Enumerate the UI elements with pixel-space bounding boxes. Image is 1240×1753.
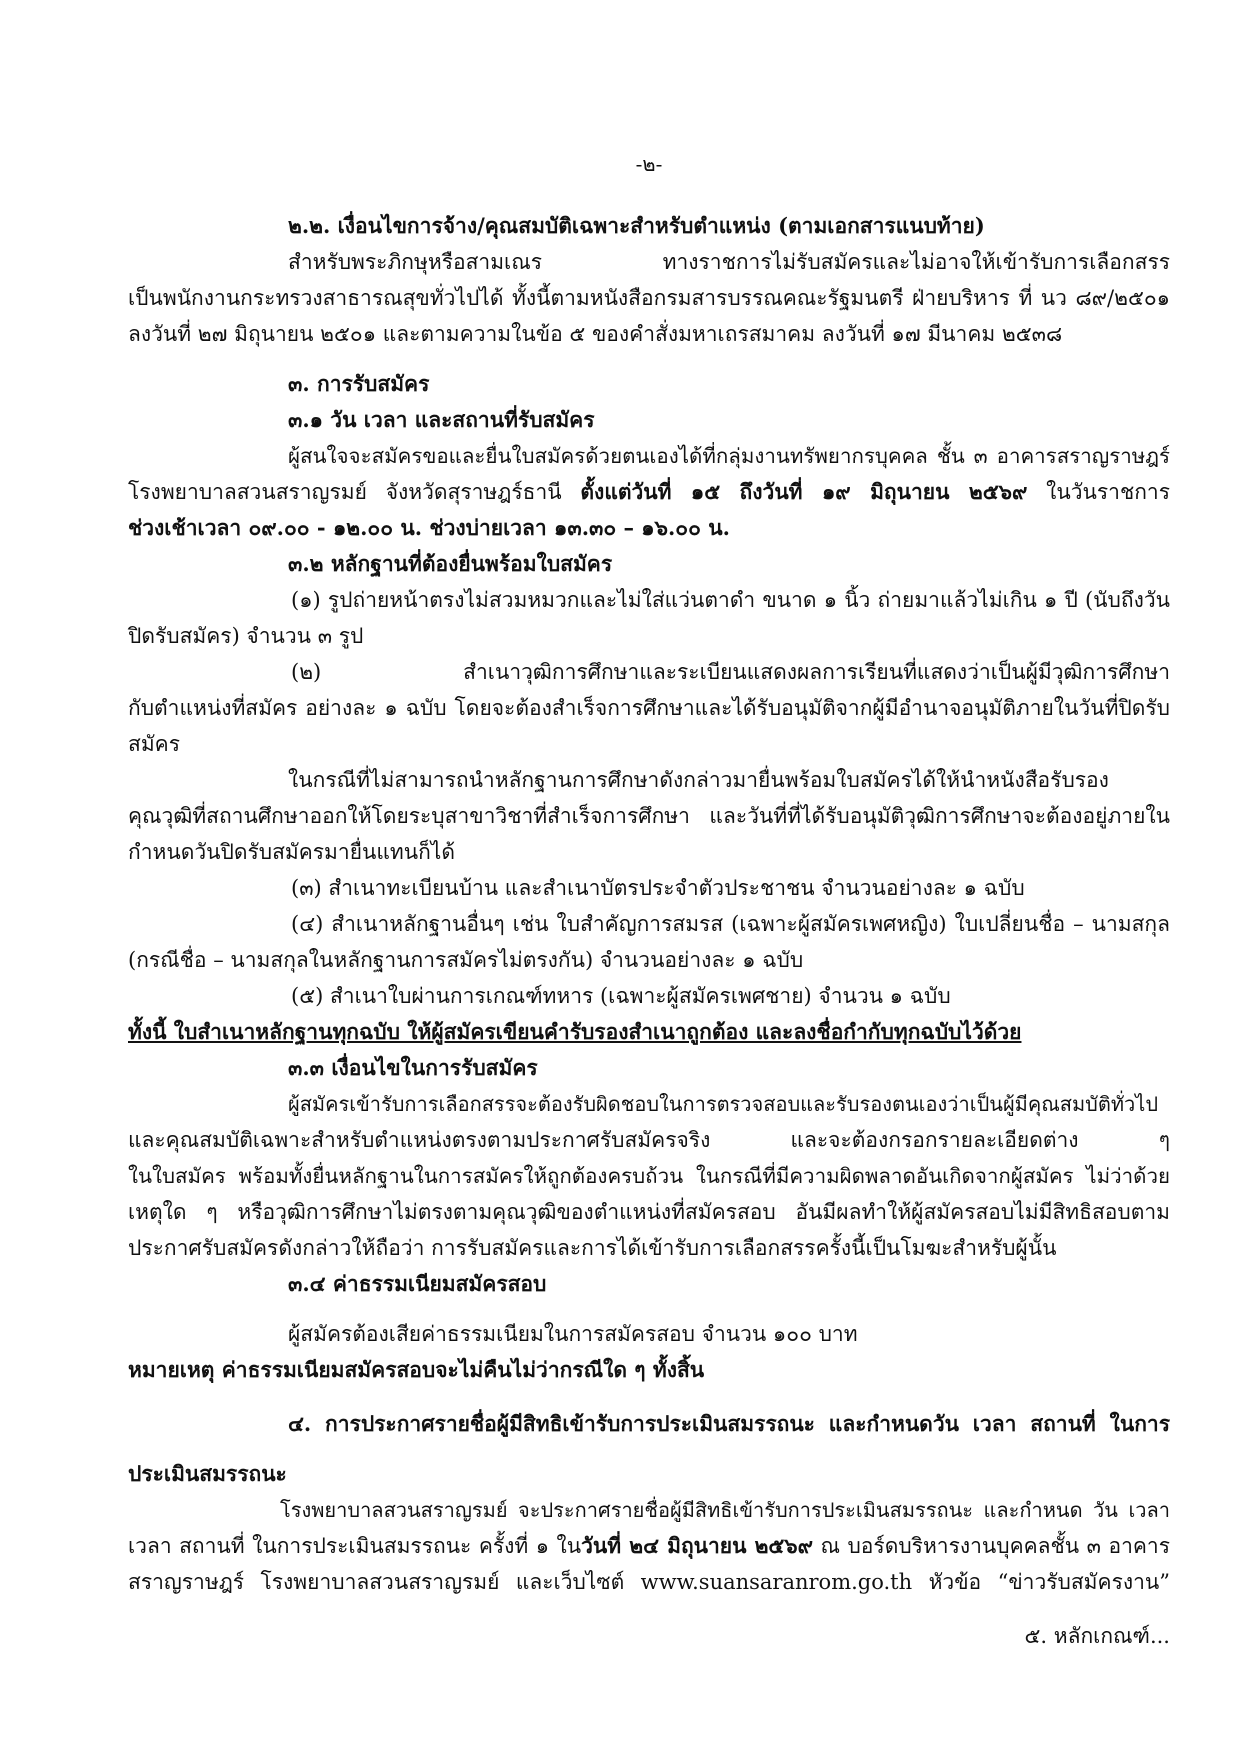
section-3-heading: ๓. การรับสมัคร [288, 371, 430, 396]
page-number: -๒- [635, 152, 663, 176]
item-2-line-1: (๒) สำเนาวุฒิการศึกษาและระเบียนแสดงผลการเรียนที่แสดงว่าเป็นผู้มีวุฒิการศึกษา [291, 660, 1170, 684]
section-4-line-3: สราญราษฎร์ โรงพยาบาลสวนสราญรมย์ และเว็บไซต์ www.suansaranrom.go.th หัวข้อ “ข่าวรับสมัครงาน” [128, 1570, 1170, 1594]
note-line-3: กำหนดวันปิดรับสมัครมายื่นแทนก็ได้ [128, 840, 455, 864]
section-2-2-line-2: เป็นพนักงานกระทรวงสาธารณสุขทั่วไปได้ ทั้งนี้ตามหนังสือกรมสารบรรณคณะรัฐมนตรี ฝ่ายบริหาร ที่ นว ๘๙/๒๕๐๑ [128, 286, 1170, 310]
item-2-line-2: กับตำแหน่งที่สมัคร อย่างละ ๑ ฉบับ โดยจะต้องสำเร็จการศึกษาและได้รับอนุมัติจากผู้มีอำนาจอนุมัติภายในวันที่ปิดรับ [128, 696, 1170, 720]
section-3-3-line-1: ผู้สมัครเข้ารับการเลือกสรรจะต้องรับผิดชอบในการตรวจสอบและรับรองตนเองว่าเป็นผู้มีคุณสมบัติทั่วไป [288, 1092, 1159, 1116]
section-3-3-heading: ๓.๓ เงื่อนไขในการรับสมัคร [288, 1055, 538, 1080]
item-1-line-2: ปิดรับสมัคร) จำนวน ๓ รูป [128, 624, 364, 648]
section-3-3-line-4: เหตุใด ๆ หรือวุฒิการศึกษาไม่ตรงตามคุณวุฒิของตำแหน่งที่สมัครสอบ อันมีผลทำให้ผู้สมัครสอบไม่มีสิทธิสอบตาม [128, 1200, 1170, 1224]
office-hours: ช่วงเช้าเวลา ๐๙.๐๐ - ๑๒.๐๐ น. ช่วงบ่ายเวลา ๑๓.๓๐ – ๑๖.๐๐ น. [128, 515, 730, 540]
section-4-line-2a: เวลา สถานที่ ในการประเมินสมรรถนะ ครั้งที่ ๑ ใน [128, 1534, 582, 1558]
section-4-heading-line-2: ประเมินสมรรถนะ [128, 1461, 287, 1486]
section-3-1-line-2c: ในวันราชการ [1027, 480, 1170, 504]
item-3: (๓) สำเนาทะเบียนบ้าน และสำเนาบัตรประจำตัวประชาชน จำนวนอย่างละ ๑ ฉบับ [291, 876, 1025, 900]
section-3-1-line-1: ผู้สนใจจะสมัครขอและยื่นใบสมัครด้วยตนเองได้ที่กลุ่มงานทรัพยากรบุคคล ชั้น ๓ อาคารสราญราษฎร์ [288, 444, 1170, 468]
section-4-line-2c: ณ บอร์ดบริหารงานบุคคลชั้น ๓ อาคาร [813, 1534, 1170, 1558]
item-2-line-3: สมัคร [128, 732, 180, 756]
section-3-3-line-3: ในใบสมัคร พร้อมทั้งยื่นหลักฐานในการสมัครให้ถูกต้องครบถ้วน ในกรณีที่มีความผิดพลาดอันเกิดจากผู้สมัคร ไม่ว่าด้วย [128, 1164, 1170, 1188]
section-2-2-heading: ๒.๒. เงื่อนไขการจ้าง/คุณสมบัติเฉพาะสำหรับตำแหน่ง (ตามเอกสารแนบท้าย) [288, 213, 985, 238]
note-line-1: ในกรณีที่ไม่สามารถนำหลักฐานการศึกษาดังกล่าวมายื่นพร้อมใบสมัครได้ให้นำหนังสือรับรอง [288, 768, 1109, 792]
section-3-3-line-5: ประกาศรับสมัครดังกล่าวให้ถือว่า การรับสมัครและการได้เข้ารับการเลือกสรรครั้งนี้เป็นโมฆะสำหรับผู้นั้น [128, 1236, 1057, 1260]
section-3-2-heading: ๓.๒ หลักฐานที่ต้องยื่นพร้อมใบสมัคร [288, 551, 613, 576]
fee-line: ผู้สมัครต้องเสียค่าธรรมเนียมในการสมัครสอบ จำนวน ๑๐๐ บาท [288, 1322, 858, 1346]
item-1-line-1: (๑) รูปถ่ายหน้าตรงไม่สวมหมวกและไม่ใส่แว่นตาดำ ขนาด ๑ นิ้ว ถ่ายมาแล้วไม่เกิน ๑ ปี (นับถึงวัน [291, 588, 1170, 612]
application-period: ตั้งแต่วันที่ ๑๕ ถึงวันที่ ๑๙ มิถุนายน ๒๕๖๙ [580, 479, 1028, 504]
section-3-1-line-2 [128, 474, 1170, 510]
certification-note: ทั้งนี้ ใบสำเนาหลักฐานทุกฉบับ ให้ผู้สมัครเขียนคำรับรองสำเนาถูกต้อง และลงชื่อกำกับทุกฉบับไว้ด้วย [128, 1019, 1022, 1044]
section-4-line-1: โรงพยาบาลสวนสราญรมย์ จะประกาศรายชื่อผู้มีสิทธิเข้ารับการประเมินสมรรถนะ และกำหนด วัน เวลา [280, 1498, 1170, 1522]
continuation-marker: ๕. หลักเกณฑ์... [1024, 1624, 1170, 1648]
note-line-2: คุณวุฒิที่สถานศึกษาออกให้โดยระบุสาขาวิชาที่สำเร็จการศึกษา และวันที่ที่ได้รับอนุมัติวุฒิการศึกษาจะต้องอยู่ภายใน [128, 804, 1170, 828]
section-2-2-line-3: ลงวันที่ ๒๗ มิถุนายน ๒๕๐๑ และตามความในข้อ ๕ ของคำสั่งมหาเถรสมาคม ลงวันที่ ๑๗ มีนาคม ๒๕๓๘ [128, 322, 1063, 346]
section-3-3-line-2: และคุณสมบัติเฉพาะสำหรับตำแหน่งตรงตามประกาศรับสมัครจริง และจะต้องกรอกรายละเอียดต่าง ๆ [128, 1128, 1170, 1152]
section-4-line-2 [128, 1528, 1170, 1564]
section-4-heading-line-1: ๔. การประกาศรายชื่อผู้มีสิทธิเข้ารับการประเมินสมรรถนะ และกำหนดวัน เวลา สถานที่ ในการ [288, 1411, 1170, 1436]
section-3-4-heading: ๓.๔ ค่าธรรมเนียมสมัครสอบ [288, 1271, 547, 1296]
item-4-line-1: (๔) สำเนาหลักฐานอื่นๆ เช่น ใบสำคัญการสมรส (เฉพาะผู้สมัครเพศหญิง) ใบเปลี่ยนชื่อ – นามสกุล [291, 912, 1170, 936]
fee-note: หมายเหตุ ค่าธรรมเนียมสมัครสอบจะไม่คืนไม่ว่ากรณีใด ๆ ทั้งสิ้น [128, 1357, 705, 1382]
section-3-1-line-2a: โรงพยาบาลสวนสราญรมย์ จังหวัดสุราษฎร์ธานี [128, 480, 581, 504]
item-5: (๕) สำเนาใบผ่านการเกณฑ์ทหาร (เฉพาะผู้สมัครเพศชาย) จำนวน ๑ ฉบับ [291, 984, 951, 1008]
section-3-1-heading: ๓.๑ วัน เวลา และสถานที่รับสมัคร [288, 407, 595, 432]
item-4-line-2: (กรณีชื่อ – นามสกุลในหลักฐานการสมัครไม่ตรงกัน) จำนวนอย่างละ ๑ ฉบับ [128, 948, 804, 972]
announcement-date: วันที่ ๒๔ มิถุนายน ๒๕๖๙ [581, 1533, 814, 1558]
section-2-2-line-1: สำหรับพระภิกษุหรือสามเณร ทางราชการไม่รับสมัครและไม่อาจให้เข้ารับการเลือกสรร [288, 250, 1170, 274]
